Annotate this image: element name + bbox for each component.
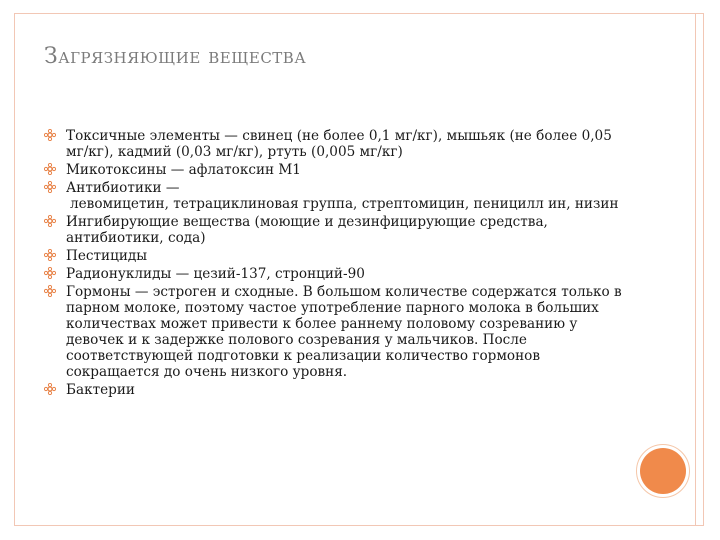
bullet-icon bbox=[44, 163, 56, 175]
bullet-icon bbox=[44, 285, 56, 297]
bullet-text: Антибиотики — bbox=[66, 180, 180, 196]
slide-title: Загрязняющие вещества bbox=[44, 44, 307, 69]
bullet-text: Радионуклиды — цезий-137, стронций-90 bbox=[66, 266, 365, 282]
bullet-text: Гормоны — эстроген и сходные. В большом количестве содержатся только в парном молоке, поэтому частое употребление парного молока в больших количествах может привести к более раннему половому созреванию у девочек и к задержке полового созревания у мальчиков. После соответствующей подготовки к реализации количество гормонов сокращается до очень низкого уровня. bbox=[66, 284, 622, 380]
bullet-text: Токсичные элементы — свинец (не более 0,1 мг/кг), мышьяк (не более 0,05 мг/кг), кадмий (0,03 мг/кг), ртуть (0,005 мг/кг) bbox=[66, 128, 612, 160]
bullet-item-mycotoxins bbox=[44, 162, 634, 178]
bullet-item-antibiotics bbox=[44, 180, 634, 212]
bullet-text: Бактерии bbox=[66, 382, 135, 398]
frame-accent-line bbox=[695, 13, 696, 526]
bullet-item-radionuclides bbox=[44, 266, 634, 282]
decorative-orange-circle bbox=[640, 448, 686, 494]
bullet-subtext: левомицетин, тетрациклиновая группа, стрептомицин, пеницилл ин, низин bbox=[70, 196, 619, 212]
bullet-icon bbox=[44, 215, 56, 227]
bullet-list bbox=[44, 128, 634, 400]
bullet-item-pesticides bbox=[44, 248, 634, 264]
bullet-icon bbox=[44, 249, 56, 261]
bullet-text: Пестициды bbox=[66, 248, 148, 264]
bullet-text: Ингибирующие вещества (моющие и дезинфицирующие средства, антибиотики, сода) bbox=[66, 214, 548, 246]
bullet-item-bacteria bbox=[44, 382, 634, 398]
bullet-icon bbox=[44, 129, 56, 141]
bullet-text: Микотоксины — афлатоксин М1 bbox=[66, 162, 301, 178]
bullet-icon bbox=[44, 267, 56, 279]
bullet-icon bbox=[44, 181, 56, 193]
bullet-item-hormones bbox=[44, 284, 634, 380]
bullet-item-inhibitors bbox=[44, 214, 634, 246]
bullet-icon bbox=[44, 383, 56, 395]
bullet-item-toxic-elements bbox=[44, 128, 634, 160]
